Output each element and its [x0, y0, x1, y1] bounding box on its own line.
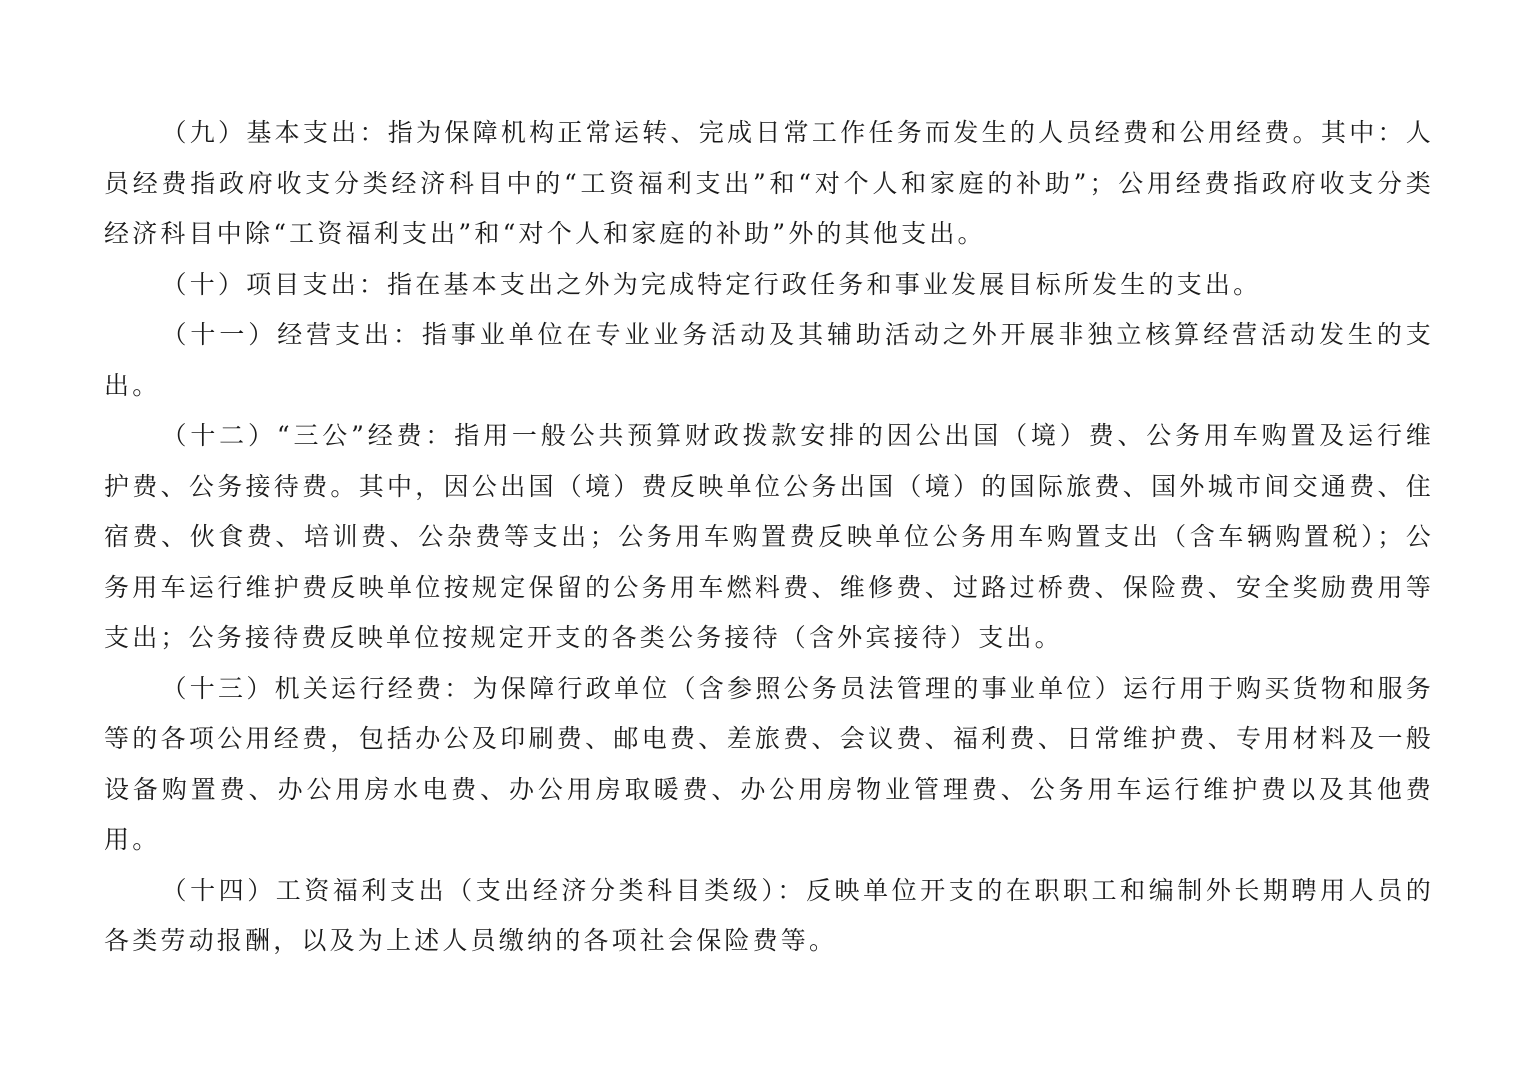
paragraph-basic-expenditure: （九）基本支出：指为保障机构正常运转、完成日常工作任务而发生的人员经费和公用经费。其中：人员经费指政府收支分类经济科目中的“工资福利支出”和“对个人和家庭的补助”；公用经费指政府收支分类经济科目中除“工资福利支出”和“对个人和家庭的补助”外的其他支出。 [104, 118, 1434, 248]
paragraph-three-public-expenses: （十二）“三公”经费：指用一般公共预算财政拨款安排的因公出国（境）费、公务用车购置及运行维护费、公务接待费。其中，因公出国（境）费反映单位公务出国（境）的国际旅费、国外城市间交通费、住宿费、伙食费、培训费、公杂费等支出；公务用车购置费反映单位公务用车购置支出（含车辆购置税）；公务用车运行维护费反映单位按规定保留的公务用车燃料费、维修费、过路过桥费、保险费、安全奖励费用等支出；公务接待费反映单位按规定开支的各类公务接待（含外宾接待）支出。 [104, 421, 1434, 652]
paragraph-operating-expenditure: （十一）经营支出：指事业单位在专业业务活动及其辅助活动之外开展非独立核算经营活动发生的支出。 [104, 320, 1434, 400]
paragraph-agency-operating-expenses: （十三）机关运行经费：为保障行政单位（含参照公务员法管理的事业单位）运行用于购买货物和服务等的各项公用经费，包括办公及印刷费、邮电费、差旅费、会议费、福利费、日常维护费、专用材料及一般设备购置费、办公用房水电费、办公用房取暖费、办公用房物业管理费、公务用车运行维护费以及其他费用。 [104, 673, 1434, 854]
document-body [104, 108, 1434, 967]
paragraph-wage-welfare-expenditure: （十四）工资福利支出（支出经济分类科目类级）：反映单位开支的在职职工和编制外长期聘用人员的各类劳动报酬，以及为上述人员缴纳的各项社会保险费等。 [104, 875, 1434, 955]
paragraph-project-expenditure: （十）项目支出：指在基本支出之外为完成特定行政任务和事业发展目标所发生的支出。 [161, 269, 1262, 299]
